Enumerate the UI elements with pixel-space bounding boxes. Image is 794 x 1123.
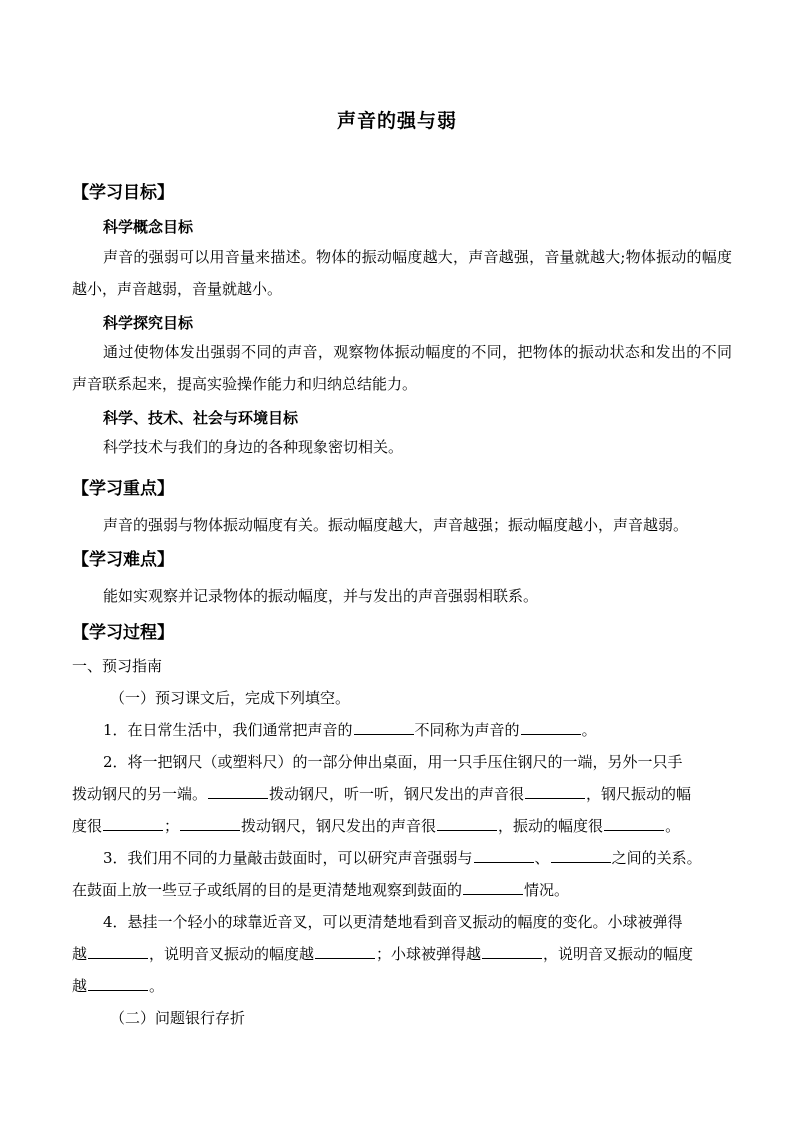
q2-blank-3[interactable] (103, 816, 163, 831)
section-goals-heading: 【学习目标】 (72, 183, 174, 203)
inquiry-goal-title: 科学探究目标 (103, 314, 194, 332)
q2-text-d: 度很 (72, 817, 103, 835)
q2-blank-5[interactable] (437, 816, 497, 831)
q4-blank-3[interactable] (482, 944, 542, 959)
q1-blank-1[interactable] (354, 720, 414, 735)
q2-blank-4[interactable] (180, 816, 240, 831)
q4-text-f: 。 (149, 977, 165, 995)
sts-goal-title: 科学、技术、社会与环境目标 (103, 409, 299, 427)
question-3-line-2 (72, 874, 752, 906)
q4-blank-4[interactable] (88, 976, 148, 991)
q3-blank-3[interactable] (463, 880, 523, 895)
q2-blank-1[interactable] (208, 784, 268, 799)
question-4-line-3 (72, 970, 752, 1002)
sub1-heading: （一）预习课文后，完成下列填空。 (110, 689, 351, 707)
q3-text-e: 情况。 (524, 881, 570, 899)
sub2-heading: （二）问题银行存折 (110, 1009, 246, 1027)
section-key-heading: 【学习重点】 (72, 479, 174, 499)
page-title: 声音的强与弱 (336, 110, 457, 132)
part1-heading: 一、预习指南 (72, 657, 163, 675)
question-3-line-1 (72, 842, 783, 874)
q2-blank-2[interactable] (525, 784, 585, 799)
q2-text-a: 拨动钢尺的另一端。 (72, 785, 208, 803)
q3-blank-2[interactable] (551, 848, 611, 863)
question-4-line-2 (72, 938, 752, 970)
q2-text-f: 拨动钢尺，钢尺发出的声音很 (241, 817, 437, 835)
section-process-heading: 【学习过程】 (72, 623, 174, 643)
q4-text-e: 越 (72, 977, 88, 995)
difficulty-text: 能如实观察并记录物体的振动幅度，并与发出的声音强弱相联系。 (103, 587, 539, 605)
q2-text-g: ，振动的幅度很 (498, 817, 604, 835)
q2-text-c: ，钢尺振动的幅 (586, 785, 692, 803)
q1-text-a: 1．在日常生活中，我们通常把声音的 (103, 721, 353, 739)
q3-text-c: 之间的关系。 (611, 849, 702, 867)
inquiry-goal-text: 通过使物体发出强弱不同的声音，观察物体振动幅度的不同，把物体的振动状态和发出的不同声音联系起来，提高实验操作能力和归纳总结能力。 (72, 343, 732, 393)
q2-text-h: 。 (665, 817, 681, 835)
question-2-line-1: 2．将一把钢尺（或塑料尺）的一部分伸出桌面，用一只手压住钢尺的一端，另外一只手 (103, 753, 683, 771)
q4-text-a: 越 (72, 945, 88, 963)
q3-blank-1[interactable] (474, 848, 534, 863)
q1-text-c: 。 (581, 721, 597, 739)
q4-text-c: ；小球被弹得越 (376, 945, 482, 963)
q3-text-d: 在鼓面上放一些豆子或纸屑的目的是更清楚地观察到鼓面的 (72, 881, 463, 899)
concept-goal-text: 声音的强弱可以用音量来描述。物体的振动幅度越大，声音越强，音量就越大;物体振动的幅度越小，声音越弱，音量就越小。 (72, 248, 732, 298)
section-difficulty-heading: 【学习难点】 (72, 550, 174, 570)
q1-blank-2[interactable] (521, 720, 581, 735)
question-2-line-2 (72, 778, 752, 810)
q4-blank-2[interactable] (315, 944, 375, 959)
question-2-line-3 (72, 810, 752, 842)
concept-goal-title: 科学概念目标 (103, 218, 194, 236)
question-4-line-1: 4．悬挂一个轻小的球靠近音叉，可以更清楚地看到音叉振动的幅度的变化。小球被弹得 (103, 913, 683, 931)
q4-text-d: ，说明音叉振动的幅度 (543, 945, 694, 963)
key-text: 声音的强弱与物体振动幅度有关。振动幅度越大，声音越强；振动幅度越小，声音越弱。 (103, 516, 689, 534)
q1-text-b: 不同称为声音的 (414, 721, 520, 739)
q2-text-b: 拨动钢尺，听一听，钢尺发出的声音很 (269, 785, 525, 803)
sts-goal-text: 科学技术与我们的身边的各种现象密切相关。 (103, 438, 404, 456)
q4-blank-1[interactable] (88, 944, 148, 959)
q3-text-a: 3．我们用不同的力量敲击鼓面时，可以研究声音强弱与 (103, 849, 473, 867)
question-1 (72, 714, 783, 746)
q4-text-b: ，说明音叉振动的幅度越 (149, 945, 315, 963)
q2-text-e: ； (164, 817, 180, 835)
q3-text-b: 、 (534, 849, 550, 867)
q2-blank-6[interactable] (604, 816, 664, 831)
